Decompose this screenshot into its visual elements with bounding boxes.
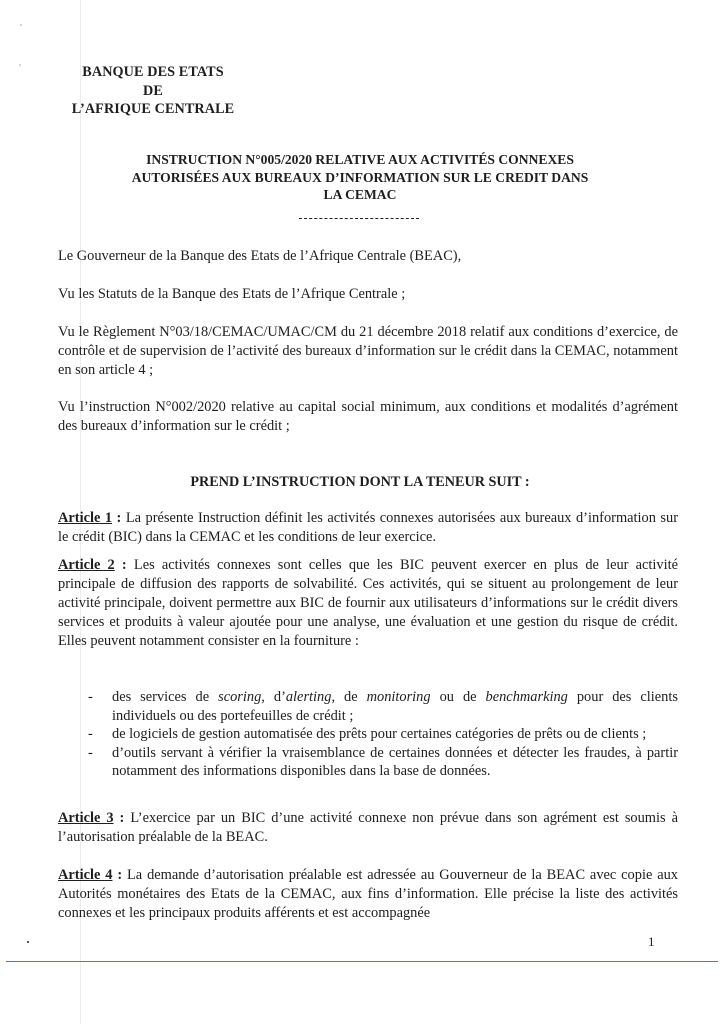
article-3-label: Article 3 xyxy=(58,810,114,826)
item-text: d’outils servant à vérifier la vraisemblance de certaines données et détecter les fraudes, à partir notamment des informations disponibles dans la base de données. xyxy=(112,744,678,779)
title-line-2: AUTORISÉES AUX BUREAUX D’INFORMATION SUR LE CREDIT DANS xyxy=(131,169,589,185)
section-heading: PREND L’INSTRUCTION DONT LA TENEUR SUIT : xyxy=(190,474,530,490)
dash-bullet: - xyxy=(88,726,93,742)
item-term: alerting xyxy=(285,689,332,705)
article-separator: : xyxy=(112,867,128,883)
list-item xyxy=(88,744,678,781)
article-3-text: L’exercice par un BIC d’une activité connexe non prévue dans son agrément est soumis à l’autorisation préalable de la BEAC. xyxy=(58,810,678,845)
article-2-list xyxy=(88,688,678,781)
footer-divider xyxy=(6,961,718,962)
item-text: des services de xyxy=(112,689,219,705)
issuer-line-2: DE xyxy=(143,82,163,99)
vu-reglement: Vu le Règlement N°03/18/CEMAC/UMAC/CM du 21 décembre 2018 relatif aux conditions d’exercice, de contrôle et de supervision de l’activité des bureaux d’information sur le crédit dans la CEMAC, notamment en son article 4 ; xyxy=(58,324,678,378)
article-1-text: La présente Instruction définit les activités connexes autorisées aux bureaux d’information sur le crédit (BIC) dans la CEMAC et les conditions de leur exercice. xyxy=(58,510,678,545)
item-text: , de xyxy=(331,689,367,705)
document-title xyxy=(80,151,640,204)
article-4 xyxy=(58,866,678,923)
article-4-label: Article 4 xyxy=(58,867,113,883)
item-term: monitoring xyxy=(366,689,431,705)
article-2 xyxy=(58,556,678,651)
item-text: ou de xyxy=(430,689,486,705)
article-2-label: Article 2 xyxy=(58,557,115,573)
title-line-3: LA CEMAC xyxy=(323,187,397,202)
list-item xyxy=(88,688,678,725)
scan-speck xyxy=(27,941,29,943)
scan-speck xyxy=(19,64,21,66)
dash-bullet: - xyxy=(88,744,93,761)
title-line-1: INSTRUCTION N°005/2020 RELATIVE AUX ACTIVITÉS CONNEXES xyxy=(146,152,574,167)
article-separator: : xyxy=(114,557,134,573)
vu-statuts: Vu les Statuts de la Banque des Etats de l’Afrique Centrale ; xyxy=(58,286,406,302)
article-separator: : xyxy=(113,810,131,826)
item-text: , d’ xyxy=(261,689,286,705)
article-separator: : xyxy=(112,510,126,526)
issuer-line-3: L’AFRIQUE CENTRALE xyxy=(71,101,235,117)
list-item xyxy=(88,725,678,744)
item-text: pour des clients individuels ou des portefeuilles de crédit ; xyxy=(112,689,678,724)
issuer-header xyxy=(63,63,243,119)
article-2-text: Les activités connexes sont celles que les BIC peuvent exercer en plus de leur activité principale de diffusion des rapports de solvabilité. Ces activités, qui se situent au prolongement de leur activité principale, doivent permettre aux BIC de fournir aux utilisateurs d’informations sur le crédit divers services et produits à valeur ajoutée pour une analyse, une évaluation et une gestion du risque de crédit. Elles peuvent notamment consister en la fourniture : xyxy=(58,557,679,649)
issuer-line-1: BANQUE DES ETATS xyxy=(82,64,224,80)
item-term: benchmarking xyxy=(485,689,568,705)
governor-line: Le Gouverneur de la Banque des Etats de l’Afrique Centrale (BEAC), xyxy=(58,248,462,264)
article-1 xyxy=(58,509,678,547)
article-3 xyxy=(58,809,678,847)
page-number: 1 xyxy=(648,934,655,949)
item-term: scoring xyxy=(218,689,262,705)
item-text: de logiciels de gestion automatisée des prêts pour certaines catégories de prêts ou de clients ; xyxy=(112,726,647,742)
dash-bullet: - xyxy=(88,689,93,705)
title-divider xyxy=(299,218,419,219)
vu-instruction: Vu l’instruction N°002/2020 relative au capital social minimum, aux conditions et modalités d’agrément des bureaux d’information sur le crédit ; xyxy=(58,399,678,434)
article-4-text: La demande d’autorisation préalable est adressée au Gouverneur de la BEAC avec copie aux Autorités monétaires des Etats de la CEMAC, aux fins d’information. Elle précise la liste des activités connexes et les principaux produits afférents et est accompagnée xyxy=(58,867,678,921)
scan-speck xyxy=(20,24,22,26)
article-1-label: Article 1 xyxy=(58,510,113,526)
